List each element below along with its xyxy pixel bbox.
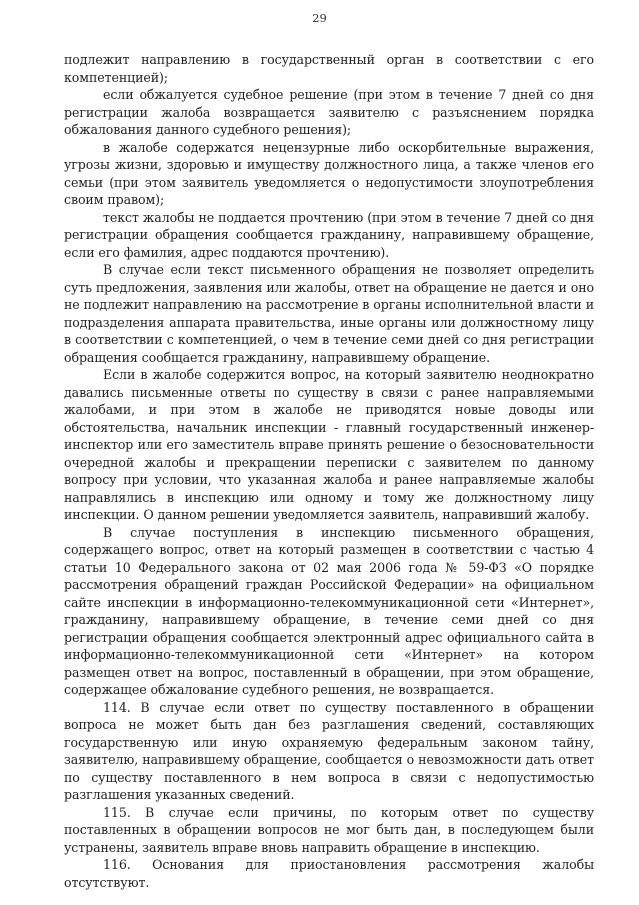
paragraph-published-answer: В случае поступления в инспекцию письменного обращения, содержащего вопрос, ответ на который размещен в соответствии с частью 4 статьи 10 Федерального закона от 02 мая 2006 года № 59-ФЗ «О порядке рассмотрения обращений граждан Российской Федерации» на официальном сайте инспекции в информационно-телекоммуникационной сети «Интернет», гражданину, направившему обращение, в течение семи дней со дня регистрации обращения сообщается электронный адрес официального сайта в информационно-телекоммуникационной сети «Интернет» на котором размещен ответ на вопрос, поставленный в обращении, при этом обращение, содержащее обжалование судебного решения, не возвращается. (64, 524, 594, 697)
paragraph-offensive-language: в жалобе содержатся нецензурные либо оскорбительные выражения, угрозы жизни, здоровью и имуществу должностного лица, а также членов его семьи (при этом заявитель уведомляется о недопустимости злоупотребления своим правом); (64, 139, 594, 207)
paragraph-repeated-complaints: Если в жалобе содержится вопрос, на который заявителю неоднократно давались письменные ответы по существу в связи с ранее направляемыми жалобами, и при этом в жалобе не приводятся новые доводы или обстоятельства, начальник инспекции - главный государственный инженер-инспектор или его заместитель вправе принять решение о безосновательности очередной жалобы и прекращении переписки с заявителем по данному вопросу при условии, что указанная жалоба и ранее направляемые жалобы направлялись в инспекцию или одному и тому же должностному лицу инспекции. О данном решении уведомляется заявитель, направивший жалобу. (64, 367, 594, 522)
paragraph-undefined-essence: В случае если текст письменного обращения не позволяет определить суть предложения, заявления или жалобы, ответ на обращение не дается и оно не подлежит направлению на рассмотрение в органы исполнительной власти и подразделения аппарата правительства, иные органы или должностному лицу в соответствии с компетенцией, о чем в течение семи дней со дня регистрации обращения сообщается гражданину, направившему обращение. (64, 262, 594, 365)
paragraph-court-decision: если обжалуется судебное решение (при этом в течение 7 дней со дня регистрации жалоба возвращается заявителю с разъяснением порядка обжалования данного судебного решения); (64, 87, 594, 137)
paragraph-114: 114. В случае если ответ по существу поставленного в обращении вопроса не может быть дан без разглашения сведений, составляющих государственную или иную охраняемую федеральным законом тайну, заявителю, направившему обращение, сообщается о невозможности дать ответ по существу поставленного в нем вопроса в связи с недопустимостью разглашения указанных сведений. (64, 699, 594, 802)
paragraph-continuation: подлежит направлению в государственный орган в соответствии с его компетенцией); (64, 52, 594, 85)
document-body (64, 51, 594, 891)
page-number: 29 (312, 11, 327, 25)
paragraph-unreadable-text: текст жалобы не поддается прочтению (при этом в течение 7 дней со дня регистрации обращения сообщается гражданину, направившему обращение, если его фамилия, адрес поддаются прочтению). (64, 209, 594, 260)
paragraph-116: 116. Основания для приостановления рассмотрения жалобы отсутствуют. (64, 857, 594, 890)
paragraph-115: 115. В случае если причины, по которым ответ по существу поставленных в обращении вопросов не мог быть дан, в последующем были устранены, заявитель вправе вновь направить обращение в инспекцию. (64, 804, 594, 855)
